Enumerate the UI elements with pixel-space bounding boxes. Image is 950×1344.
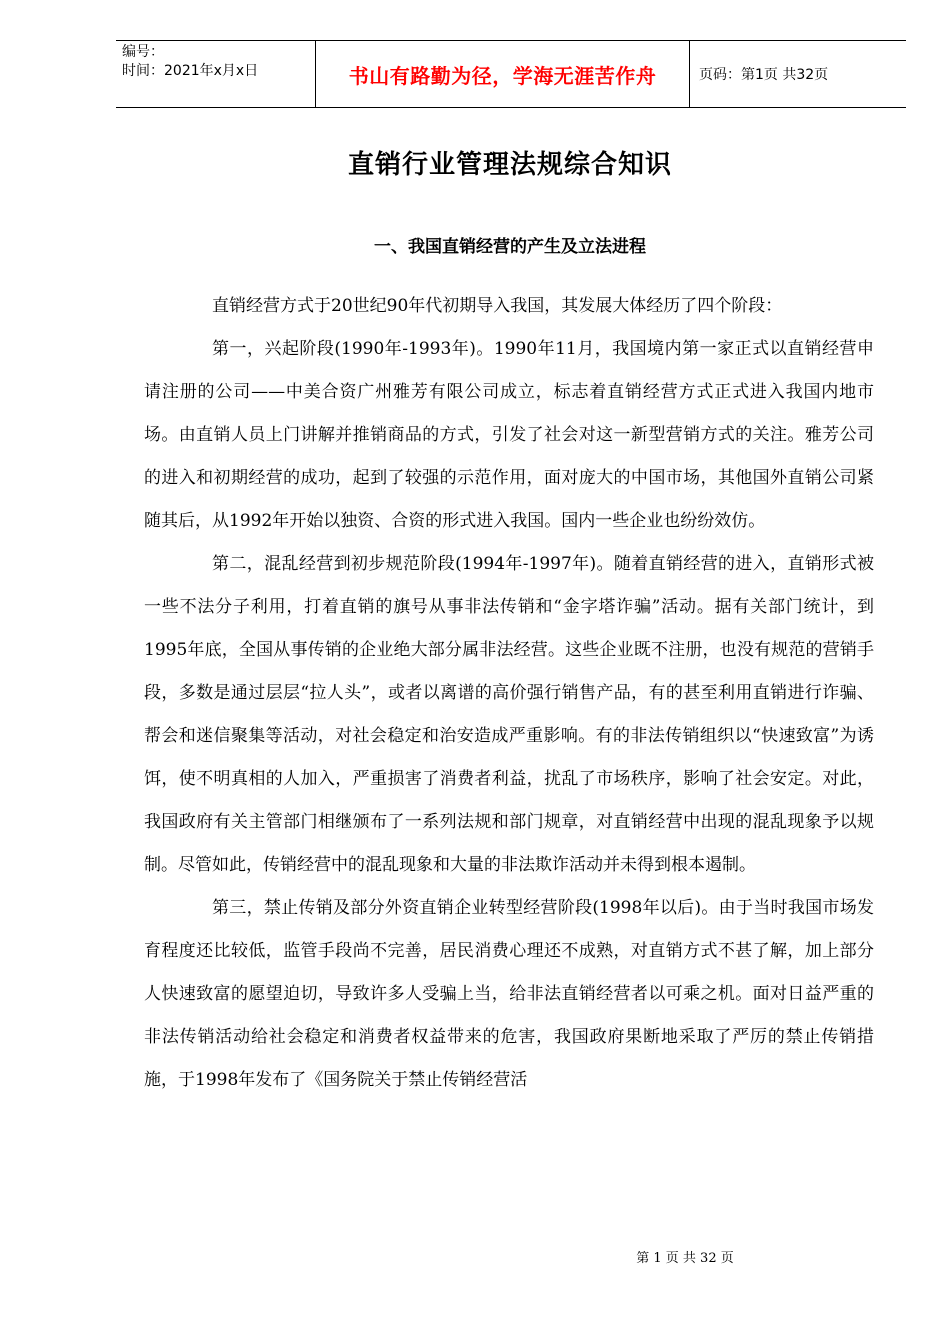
document-title: 直销行业管理法规综合知识	[347, 150, 672, 180]
header-page-number: 页码：第1页 共32页	[699, 67, 829, 83]
code-label: 编号：	[122, 44, 164, 60]
paragraph-stage-3: 第三，禁止传销及部分外资直销企业转型经营阶段(1998年以后)。由于当时我国市场发育程度还比较低，监管手段尚不完善，居民消费心理还不成熟，对直销方式不甚了解，加上部分人快速致富的愿望迫切，导致许多人受骗上当，给非法直销经营者以可乘之机。面对日益严重的非法传销活动给社会稳定和消费者权益带来的危害，我国政府果断地采取了严厉的禁止传销措施，于1998年发布了《国务院关于禁止传销经营活	[144, 898, 874, 1090]
page-header	[116, 40, 906, 108]
header-meta	[116, 41, 316, 107]
page-footer: 第 1 页 共 32 页	[636, 1251, 734, 1266]
section-heading: 一、我国直销经营的产生及立法进程	[374, 237, 646, 257]
header-motto: 书山有路勤为径，学海无涯苦作舟	[316, 41, 690, 107]
paragraph-stage-1: 第一，兴起阶段(1990年-1993年)。1990年11月，我国境内第一家正式以直销经营申请注册的公司——中美合资广州雅芳有限公司成立，标志着直销经营方式正式进入我国内地市场。由直销人员上门讲解并推销商品的方式，引发了社会对这一新型营销方式的关注。雅芳公司的进入和初期经营的成功，起到了较强的示范作用，面对庞大的中国市场，其他国外直销公司紧随其后，从1992年开始以独资、合资的形式进入我国。国内一些企业也纷纷效仿。	[144, 339, 874, 531]
time-label: 时间：2021年x月x日	[122, 63, 259, 79]
body-text	[144, 285, 874, 1102]
paragraph-intro: 直销经营方式于20世纪90年代初期导入我国，其发展大体经历了四个阶段：	[212, 296, 783, 316]
paragraph-stage-2: 第二，混乱经营到初步规范阶段(1994年-1997年)。随着直销经营的进入，直销形式被一些不法分子利用，打着直销的旗号从事非法传销和“金字塔诈骗”活动。据有关部门统计，到1995年底，全国从事传销的企业绝大部分属非法经营。这些企业既不注册，也没有规范的营销手段，多数是通过层层“拉人头”，或者以离谱的高价强行销售产品，有的甚至利用直销进行诈骗、帮会和迷信聚集等活动，对社会稳定和治安造成严重影响。有的非法传销组织以“快速致富”为诱饵，使不明真相的人加入，严重损害了消费者利益，扰乱了市场秩序，影响了社会安定。对此，我国政府有关主管部门相继颁布了一系列法规和部门规章，对直销经营中出现的混乱现象予以规制。尽管如此，传销经营中的混乱现象和大量的非法欺诈活动并未得到根本遏制。	[144, 554, 874, 875]
